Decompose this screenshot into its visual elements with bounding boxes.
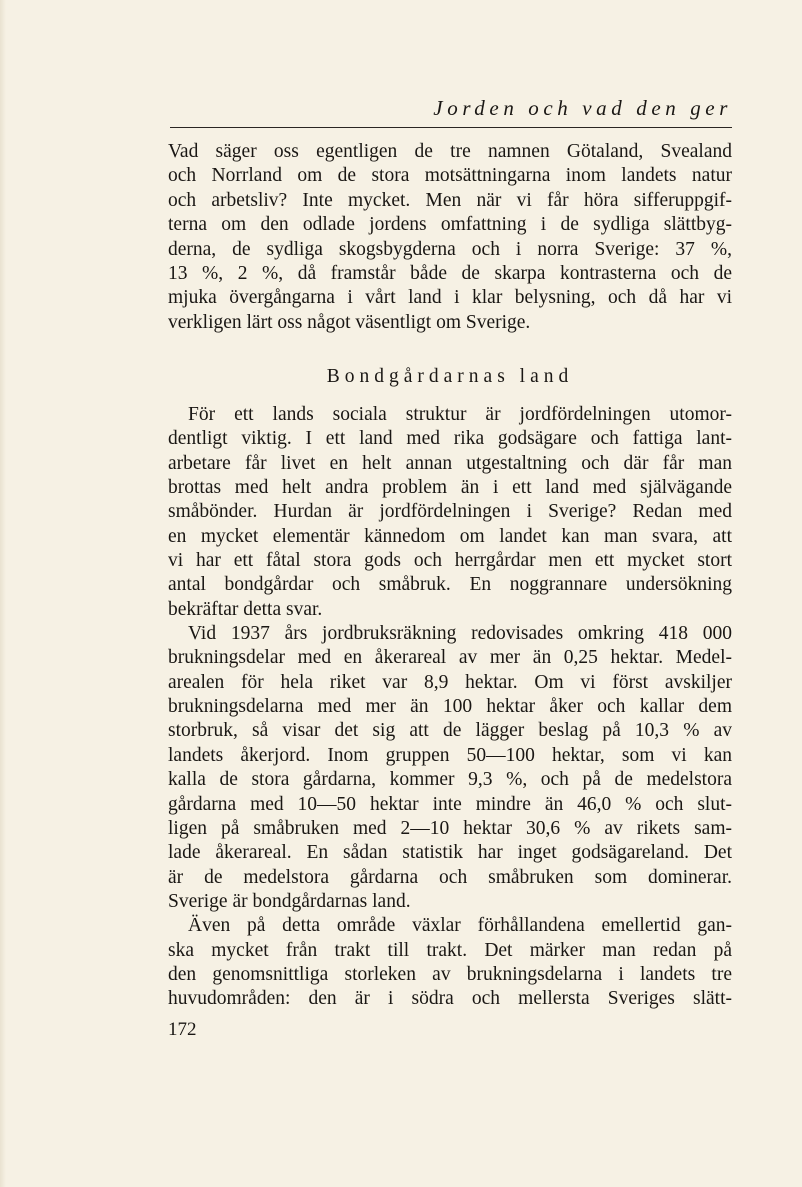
text-line: Även på detta område växlar förhållandena emellertid gan-: [188, 915, 732, 937]
text-line: dentligt viktig. I ett land med rika godsägare och fattiga lant-: [168, 428, 732, 450]
text-line: och arbetsliv? Inte mycket. Men när vi får höra sifferuppgif-: [168, 189, 732, 211]
running-head: Jorden och vad den ger: [433, 96, 732, 120]
page-number: 172: [168, 1019, 197, 1040]
text-line: Sverige är bondgårdarnas land.: [168, 890, 411, 912]
page-edge: [0, 0, 6, 1187]
text-line: mjuka övergångarna i vårt land i klar belysning, och då har vi: [168, 287, 732, 309]
text-line: storbruk, så visar det sig att de lägger beslag på 10,3 % av: [168, 720, 732, 742]
text-line: gårdarna med 10—50 hektar inte mindre än 46,0 % och slut-: [168, 793, 732, 815]
text-line: terna om den odlade jordens omfattning i de sydliga slättbyg-: [168, 214, 732, 236]
section-heading: Bondgårdarnas land: [326, 366, 574, 387]
text-line: en mycket elementär kännedom om landet kan man svara, att: [168, 525, 732, 547]
text-line: arbetare får livet en helt annan utgestaltning och där får man: [168, 452, 732, 474]
text-line: 13 %, 2 %, då framstår både de skarpa kontrasterna och de: [168, 262, 732, 284]
text-line: För ett lands sociala struktur är jordfördelningen utomor-: [188, 404, 732, 425]
section-body: [168, 403, 732, 1012]
intro-paragraph: [168, 140, 732, 335]
text-line: lade åkerareal. En sådan statistik har inget godsägareland. Det: [168, 842, 732, 864]
text-line: bekräftar detta svar.: [168, 598, 323, 620]
text-line: landets åkerjord. Inom gruppen 50—100 hektar, som vi kan: [168, 744, 732, 766]
text-line: Vid 1937 års jordbruksräkning redovisades omkring 418 000: [188, 623, 732, 645]
text-line: arealen för hela riket var 8,9 hektar. Om vi först avskiljer: [168, 671, 732, 693]
header-rule: [170, 127, 732, 128]
text-line: är de medelstora gårdarna och småbruken som dominerar.: [168, 866, 732, 888]
text-line: den genomsnittliga storleken av brukningsdelarna i landets tre: [168, 963, 732, 985]
text-line: Vad säger oss egentligen de tre namnen Götaland, Svealand: [168, 141, 732, 162]
text-line: kalla de stora gårdarna, kommer 9,3 %, och på de medelstora: [168, 769, 732, 791]
text-line: brukningsdelarna med mer än 100 hektar åker och kallar dem: [168, 696, 732, 718]
text-line: vi har ett fåtal stora gods och herrgårdar men ett mycket stort: [168, 550, 732, 572]
text-line: och Norrland om de stora motsättningarna inom landets natur: [168, 165, 732, 187]
text-line: ska mycket från trakt till trakt. Det märker man redan på: [168, 939, 732, 961]
text-line: huvudområden: den är i södra och mellersta Sveriges slätt-: [168, 988, 732, 1010]
text-line: verkligen lärt oss något väsentligt om Sverige.: [168, 311, 531, 333]
text-line: ligen på småbruken med 2—10 hektar 30,6 % av rikets sam-: [168, 817, 732, 839]
text-line: brukningsdelar med en åkerareal av mer än 0,25 hektar. Medel-: [168, 647, 732, 669]
text-line: småbönder. Hurdan är jordfördelningen i Sverige? Redan med: [168, 501, 732, 523]
text-line: brottas med helt andra problem än i ett land med självägande: [168, 477, 732, 499]
text-line: antal bondgårdar och småbruk. En noggrannare undersökning: [168, 574, 732, 596]
text-line: derna, de sydliga skogsbygderna och i norra Sverige: 37 %,: [168, 238, 732, 260]
